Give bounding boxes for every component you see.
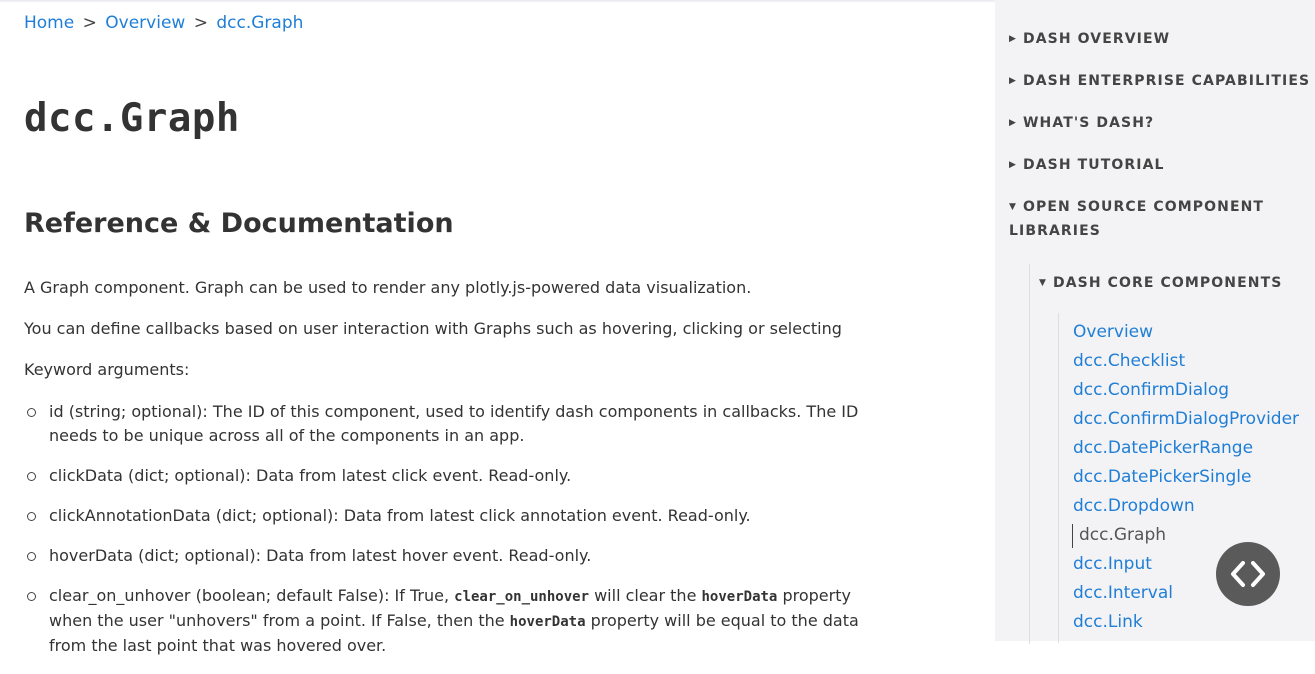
code-brackets-icon [1216,542,1280,606]
sidebar-link-input[interactable]: dcc.Input [1073,554,1152,574]
sidebar-link-link[interactable]: dcc.Link [1073,612,1143,632]
sidebar-link-dropdown[interactable]: dcc.Dropdown [1073,496,1195,516]
sidebar-links [1058,313,1300,643]
inline-code: clear_on_unhover [454,589,589,605]
keyword-arguments-list [24,400,874,674]
sidebar-section-label: WHAT'S DASH? [1023,115,1155,131]
sidebar-link-confirmdialog[interactable]: dcc.ConfirmDialog [1073,380,1230,400]
breadcrumb-separator: > [193,13,208,33]
list-item [24,504,874,528]
triangle-right-icon: ▶ [1009,118,1018,128]
sidebar-link-overview[interactable]: Overview [1073,322,1154,342]
bullet-icon [27,472,36,481]
list-item-text: property will be equal to the data from the last point that was hovered over. [49,611,859,655]
triangle-down-icon: ▼ [1039,278,1048,288]
bullet-icon [27,408,36,417]
list-item-text: clickAnnotationData (dict; optional): Data from latest click annotation event. Read-only. [49,506,751,525]
sidebar-section-label: DASH TUTORIAL [1023,157,1165,173]
triangle-right-icon: ▶ [1009,160,1018,170]
sidebar-section-dash-overview[interactable] [1009,28,1170,52]
section-title: Reference & Documentation [24,208,454,239]
sidebar-section-enterprise[interactable] [1009,70,1310,94]
list-item [24,544,874,568]
active-indicator [1072,524,1073,548]
list-item-text: property when the user "unhovers" from a point. If False, then the [49,586,851,630]
description-paragraph: A Graph component. Graph can be used to render any plotly.js-powered data visualization. [24,278,752,297]
sidebar-section-label: DASH ENTERPRISE CAPABILITIES [1023,73,1311,89]
sidebar-section-label: OPEN SOURCE COMPONENT [1023,199,1265,215]
sidebar-subsection-label: DASH CORE COMPONENTS [1053,275,1283,291]
list-item-text: id (string; optional): The ID of this component, used to identify dash components in callbacks. The ID needs to be unique across all of the components in an app. [49,402,859,445]
page-title: dcc.Graph [24,96,240,141]
list-item-text: clear_on_unhover (boolean; default False): If True, [49,586,455,605]
callbacks-paragraph: You can define callbacks based on user interaction with Graphs such as hovering, clicking or selecting [24,319,842,338]
sidebar-link-interval[interactable]: dcc.Interval [1073,583,1173,603]
sidebar-link-datepickerrange[interactable]: dcc.DatePickerRange [1073,438,1254,458]
inline-code: hoverData [509,614,586,630]
sidebar-section-whats-dash[interactable] [1009,112,1154,136]
list-item [24,584,874,658]
sidebar-subsection-dash-core-components[interactable] [1039,275,1282,291]
breadcrumb [24,13,303,33]
sidebar-section-label: DASH OVERVIEW [1023,31,1171,47]
subsection-border [1029,264,1030,644]
breadcrumb-current[interactable]: dcc.Graph [216,13,304,33]
inline-code: hoverData [701,589,778,605]
breadcrumb-separator: > [82,13,97,33]
sidebar-section-label-line2: LIBRARIES [1009,223,1101,239]
list-item [24,464,874,488]
code-toggle-button[interactable] [1216,542,1280,606]
sidebar-link-checklist[interactable]: dcc.Checklist [1073,351,1186,371]
bullet-icon [27,552,36,561]
bullet-icon [27,592,36,601]
bullet-icon [27,512,36,521]
sidebar-link-confirmdialogprovider[interactable]: dcc.ConfirmDialogProvider [1073,409,1300,429]
sidebar-section-component-libraries[interactable] [1009,196,1264,242]
triangle-down-icon: ▼ [1009,202,1018,212]
list-item-text: will clear the [589,586,702,605]
sidebar-section-tutorial[interactable] [1009,154,1165,178]
triangle-right-icon: ▶ [1009,76,1018,86]
keyword-arguments-label: Keyword arguments: [24,360,190,379]
list-item-text: clickData (dict; optional): Data from latest click event. Read-only. [49,466,572,485]
breadcrumb-home[interactable]: Home [24,13,75,33]
list-item-text: hoverData (dict; optional): Data from latest hover event. Read-only. [49,546,592,565]
breadcrumb-overview[interactable]: Overview [105,13,186,33]
sidebar-link-datepickersingle[interactable]: dcc.DatePickerSingle [1073,467,1252,487]
sidebar-link-graph[interactable]: dcc.Graph [1079,525,1167,545]
list-item [24,400,874,448]
triangle-right-icon: ▶ [1009,34,1018,44]
